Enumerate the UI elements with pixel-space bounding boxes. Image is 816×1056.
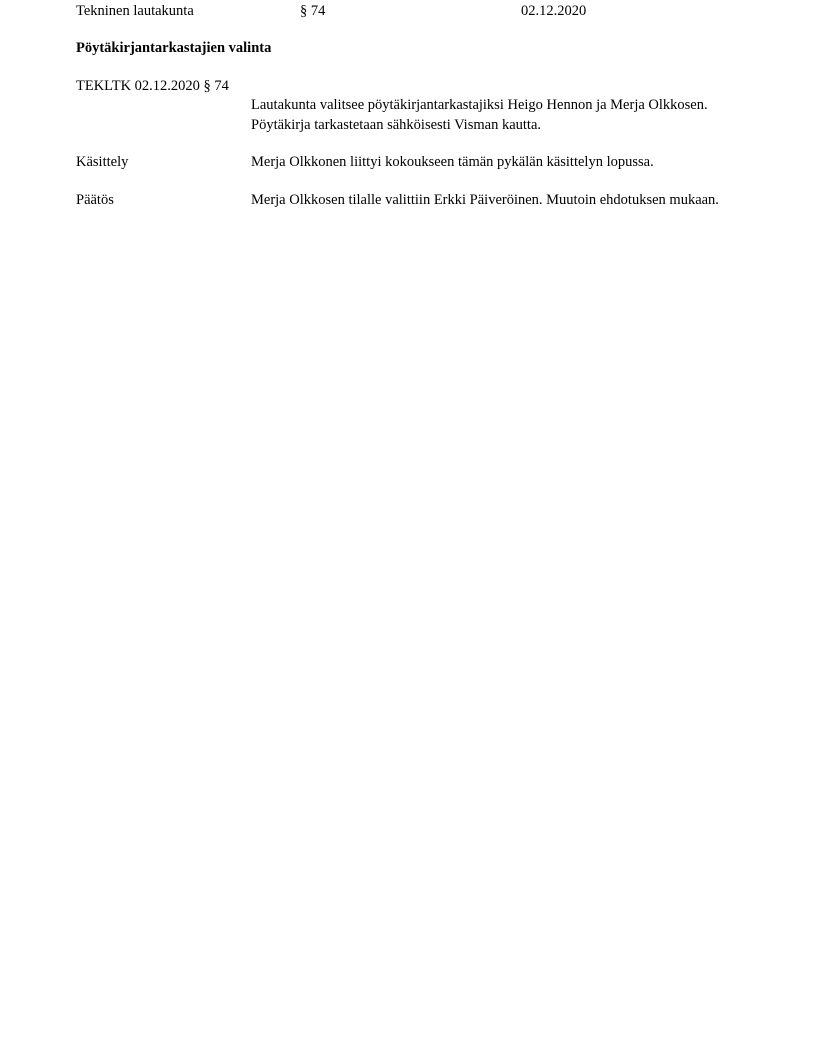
header-section: § 74 [300, 3, 326, 19]
reference-line: TEKLTK 02.12.2020 § 74 [76, 78, 229, 94]
decision-label: Päätös [76, 192, 114, 208]
page-title: Pöytäkirjantarkastajien valinta [76, 40, 272, 56]
header-date: 02.12.2020 [521, 3, 587, 19]
handling-text: Merja Olkkonen liittyi kokoukseen tämän pykälän käsittelyn lopussa. [251, 154, 654, 170]
proposal-text: Lautakunta valitsee pöytäkirjantarkastajiksi Heigo Hennon ja Merja Olkkosen. Pöytäkirja tarkastetaan sähköisesti Visman kautta. [251, 97, 708, 133]
handling-label: Käsittely [76, 154, 129, 170]
header-committee: Tekninen lautakunta [76, 3, 194, 19]
decision-text: Merja Olkkosen tilalle valittiin Erkki Päiveröinen. Muutoin ehdotuksen mukaan. [251, 192, 719, 208]
